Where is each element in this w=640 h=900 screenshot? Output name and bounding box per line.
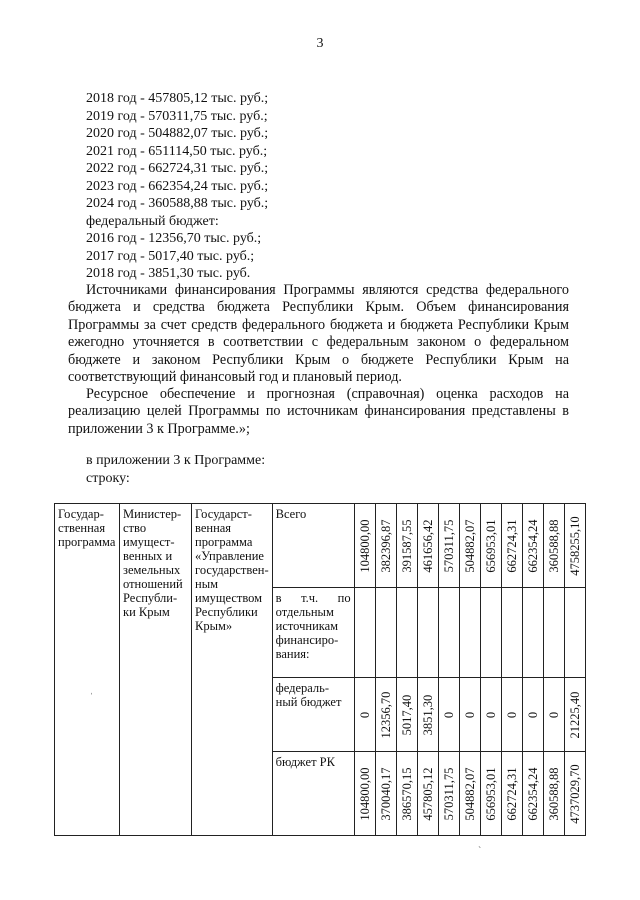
funding-line: 2018 год - 3851,30 тыс. руб. xyxy=(86,266,251,281)
rk-value: 656953,01 xyxy=(483,766,498,821)
rk-value: 662724,31 xyxy=(504,766,519,821)
federal-value: 21225,40 xyxy=(567,691,582,738)
federal-value-cell xyxy=(522,678,543,752)
funding-line: 2020 год - 504882,07 тыс. руб.; xyxy=(86,126,269,141)
sources-label-text: в т.ч. по отдельным источникам финансиро-вания: xyxy=(275,591,351,661)
row-line: строку: xyxy=(86,470,130,486)
rk-value-cell xyxy=(375,752,396,836)
total-label: Всего xyxy=(272,504,354,588)
paragraph-line: соответствующий финансовый год и плановый период. xyxy=(68,369,402,386)
total-value-cell xyxy=(564,504,585,588)
empty-cell xyxy=(543,588,564,678)
rk-value: 570311,75 xyxy=(441,767,456,820)
financing-sources-paragraph xyxy=(68,282,569,386)
rk-value: 504882,07 xyxy=(462,766,477,821)
federal-value-cell xyxy=(564,678,585,752)
total-value-cell xyxy=(459,504,480,588)
page-number: 3 xyxy=(316,36,324,51)
federal-value: 0 xyxy=(357,711,372,718)
paragraph-line: Ресурсное обеспечение и прогнозная (справочная) оценка расходов на xyxy=(86,386,569,402)
federal-value: 5017,40 xyxy=(399,694,414,735)
program-cell: Государ-ственная программа xyxy=(55,504,120,836)
total-value-cell xyxy=(396,504,417,588)
federal-value-cell xyxy=(543,678,564,752)
funding-line: 2023 год - 662354,24 тыс. руб.; xyxy=(86,178,269,194)
federal-value: 0 xyxy=(441,711,456,718)
total-value-cell xyxy=(354,504,375,588)
federal-value: 0 xyxy=(462,711,477,718)
paragraph-line: бюджета и средства бюджета Республики Крым. Объем финансирования xyxy=(68,299,569,316)
total-value: 570311,75 xyxy=(441,519,456,572)
rk-value: 104800,00 xyxy=(357,766,372,821)
empty-cell xyxy=(480,588,501,678)
rk-value: 386570,15 xyxy=(399,766,414,821)
total-value-cell xyxy=(522,504,543,588)
program-title-cell: Государст-венная программа «Управление государствен-ным имуществом Республики Крым» xyxy=(192,504,273,836)
total-value-cell xyxy=(375,504,396,588)
funding-table xyxy=(54,503,586,836)
rk-value: 662354,24 xyxy=(525,766,540,821)
rk-value-cell xyxy=(354,752,375,836)
total-value: 504882,07 xyxy=(462,518,477,573)
total-value: 662724,31 xyxy=(504,518,519,573)
total-value-cell xyxy=(501,504,522,588)
paragraph-line: бюджете и законом Республики Крым о бюджете Республики Крым на xyxy=(68,351,569,368)
rk-value-cell xyxy=(480,752,501,836)
total-value: 360588,88 xyxy=(546,518,561,573)
total-value: 461656,42 xyxy=(420,518,435,573)
rk-value: 4737029,70 xyxy=(567,763,582,824)
empty-cell xyxy=(396,588,417,678)
rk-value-cell xyxy=(501,752,522,836)
federal-value-cell xyxy=(396,678,417,752)
total-value: 391587,55 xyxy=(399,518,414,573)
funding-lines xyxy=(86,90,268,283)
total-value-cell xyxy=(438,504,459,588)
sources-label xyxy=(272,588,354,678)
appendix-intro xyxy=(86,452,265,487)
ministry-cell: Министер-ство имущест-венных и земельных отношений Республи-ки Крым xyxy=(120,504,192,836)
funding-line: федеральный бюджет: xyxy=(86,213,219,229)
empty-cell xyxy=(501,588,522,678)
funding-line: 2016 год - 12356,70 тыс. руб.; xyxy=(86,231,262,246)
federal-value: 0 xyxy=(525,711,540,718)
federal-value: 12356,70 xyxy=(378,691,393,738)
rk-value: 370040,17 xyxy=(378,766,393,821)
federal-value-cell xyxy=(459,678,480,752)
federal-value-cell xyxy=(354,678,375,752)
funding-line: 2019 год - 570311,75 тыс. руб.; xyxy=(86,108,268,124)
empty-cell xyxy=(522,588,543,678)
appendix-line: в приложении 3 к Программе: xyxy=(86,453,266,468)
total-value-cell xyxy=(543,504,564,588)
total-value: 382396,87 xyxy=(378,518,393,573)
federal-value: 0 xyxy=(483,711,498,718)
federal-value: 3851,30 xyxy=(420,694,435,735)
rk-value-cell xyxy=(564,752,585,836)
paragraph-line: Источниками финансирования Программы являются средства федерального xyxy=(86,282,569,298)
empty-cell xyxy=(417,588,438,678)
total-value: 104800,00 xyxy=(357,518,372,573)
federal-value: 0 xyxy=(504,711,519,718)
federal-value-cell xyxy=(501,678,522,752)
resource-paragraph xyxy=(68,386,569,438)
funding-line: 2017 год - 5017,40 тыс. руб.; xyxy=(86,248,255,264)
funding-line: 2024 год - 360588,88 тыс. руб.; xyxy=(86,196,269,211)
scan-mark: ˈ xyxy=(90,692,94,703)
rk-budget-label: бюджет РК xyxy=(272,752,354,836)
rk-value: 457805,12 xyxy=(420,766,435,821)
total-value: 4758255,10 xyxy=(567,515,582,576)
federal-value-cell xyxy=(438,678,459,752)
empty-cell xyxy=(459,588,480,678)
rk-value: 360588,88 xyxy=(546,766,561,821)
federal-value-cell xyxy=(480,678,501,752)
total-value: 662354,24 xyxy=(525,518,540,573)
funding-line: 2021 год - 651114,50 тыс. руб.; xyxy=(86,143,268,159)
funding-line: 2022 год - 662724,31 тыс. руб.; xyxy=(86,161,269,176)
federal-value-cell xyxy=(375,678,396,752)
federal-value: 0 xyxy=(546,711,561,718)
empty-cell xyxy=(438,588,459,678)
rk-value-cell xyxy=(543,752,564,836)
funding-line: 2018 год - 457805,12 тыс. руб.; xyxy=(86,91,269,106)
empty-cell xyxy=(375,588,396,678)
federal-value-cell xyxy=(417,678,438,752)
rk-value-cell xyxy=(417,752,438,836)
rk-value-cell xyxy=(522,752,543,836)
empty-cell xyxy=(564,588,585,678)
rk-value-cell xyxy=(438,752,459,836)
paragraph-line: приложении 3 к Программе.»; xyxy=(68,420,250,437)
total-value: 656953,01 xyxy=(483,518,498,573)
paragraph-line: Программы за счет средств федерального бюджета и бюджета Республики Крым xyxy=(68,316,569,333)
paragraph-line: ежегодно уточняется в соответствии с федеральным законом о федеральном xyxy=(68,334,569,351)
paragraph-line: реализацию целей Программы по источникам финансирования представлены в xyxy=(68,403,569,420)
federal-budget-label: федераль-ный бюджет xyxy=(272,678,354,752)
empty-cell xyxy=(354,588,375,678)
total-value-cell xyxy=(417,504,438,588)
total-value-cell xyxy=(480,504,501,588)
rk-value-cell xyxy=(396,752,417,836)
scan-mark: ˋ xyxy=(478,846,482,857)
rk-value-cell xyxy=(459,752,480,836)
